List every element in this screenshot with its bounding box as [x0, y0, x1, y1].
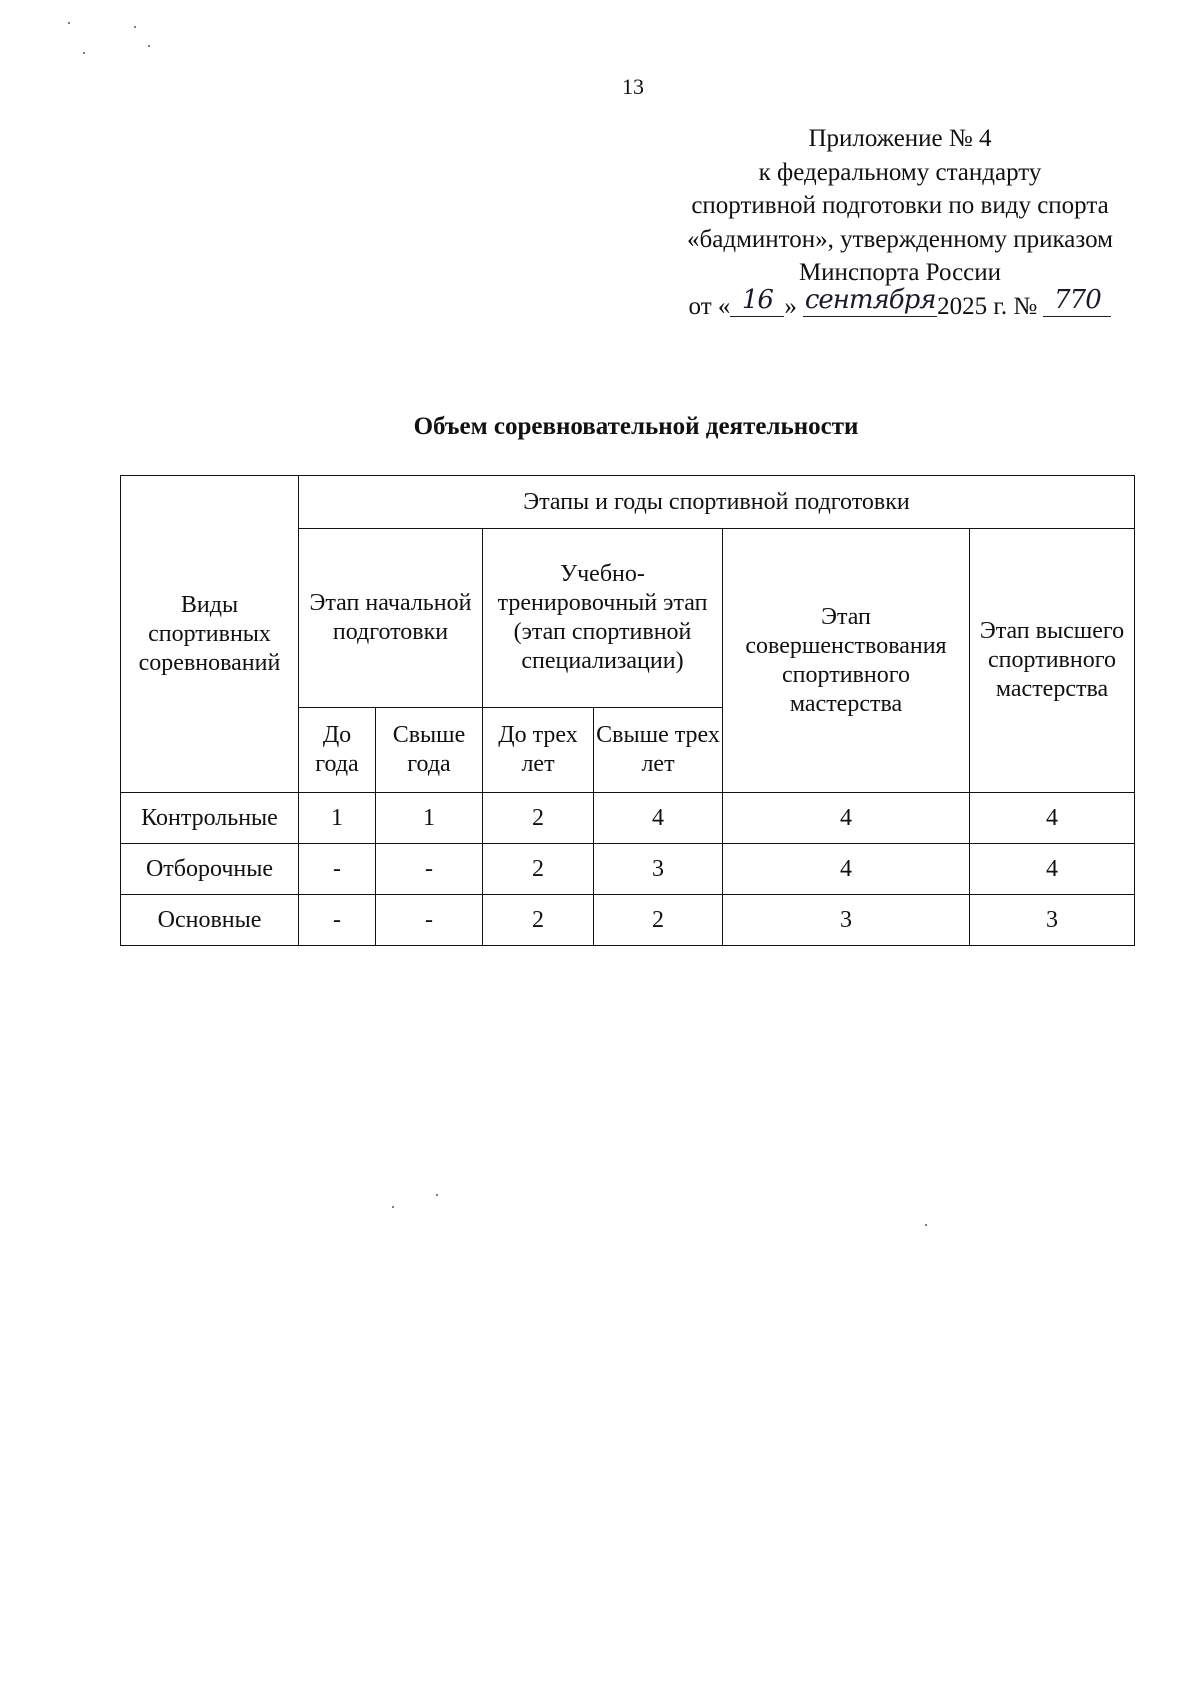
- month-handwritten: сентября: [804, 284, 936, 315]
- order-number-handwritten: 770: [1054, 284, 1101, 315]
- stage-training: Учебно-тренировочный этап (этап спортивной специализации): [483, 529, 723, 708]
- date-mid: »: [784, 292, 797, 320]
- year-up-to-three: До трех лет: [483, 708, 594, 793]
- stage-higher-mastery: Этап высшего спортивного мастерства: [970, 529, 1135, 793]
- order-date-line: [650, 284, 1150, 324]
- competition-volume-table: [120, 475, 1135, 946]
- cell-value: 3: [970, 895, 1135, 946]
- stage-initial: Этап начальной подготовки: [299, 529, 483, 708]
- scan-speck: [925, 1224, 927, 1226]
- cell-value: -: [299, 895, 376, 946]
- cell-value: 3: [594, 844, 723, 895]
- cell-value: 3: [723, 895, 970, 946]
- cell-value: -: [299, 844, 376, 895]
- scan-speck: [83, 52, 85, 54]
- row-kind: Контрольные: [121, 793, 299, 844]
- scan-speck: [68, 22, 70, 24]
- scan-speck: [392, 1206, 394, 1208]
- appendix-line-3: спортивной подготовки по виду спорта: [691, 192, 1109, 219]
- appendix-line-5: Минспорта России: [798, 259, 1002, 286]
- cell-value: 4: [594, 793, 723, 844]
- document-title: Объем соревновательной деятельности: [413, 413, 859, 440]
- scan-speck: [436, 1194, 438, 1196]
- cell-value: -: [376, 844, 483, 895]
- row-kind: Основные: [121, 895, 299, 946]
- row-kind: Отборочные: [121, 844, 299, 895]
- cell-value: 2: [483, 793, 594, 844]
- date-prefix: от «: [688, 292, 731, 320]
- cell-value: 1: [376, 793, 483, 844]
- appendix-line-2: к федеральному стандарту: [758, 158, 1042, 186]
- col-kind-header: Виды спортивных соревнований: [121, 476, 299, 793]
- appendix-block: [650, 122, 1150, 323]
- stages-header: Этапы и годы спортивной подготовки: [299, 476, 1135, 529]
- table-row: [121, 793, 1135, 844]
- cell-value: 2: [483, 895, 594, 946]
- scan-speck: [134, 26, 136, 28]
- cell-value: 1: [299, 793, 376, 844]
- year-up-to-one: До года: [299, 708, 376, 793]
- cell-value: 4: [970, 844, 1135, 895]
- year-text: 2025 г. №: [937, 292, 1038, 320]
- day-field: [730, 284, 784, 317]
- appendix-line-1: Приложение № 4: [808, 125, 992, 152]
- cell-value: -: [376, 895, 483, 946]
- cell-value: 2: [594, 895, 723, 946]
- cell-value: 2: [483, 844, 594, 895]
- day-handwritten: 16: [741, 284, 773, 315]
- year-over-three: Свыше трех лет: [594, 708, 723, 793]
- month-field: [803, 284, 937, 317]
- appendix-line-4: «бадминтон», утвержденному приказом: [687, 225, 1113, 253]
- cell-value: 4: [723, 844, 970, 895]
- scan-speck: [148, 45, 150, 47]
- table-row: [121, 844, 1135, 895]
- table-row: [121, 895, 1135, 946]
- order-number-field: [1043, 284, 1111, 317]
- stage-improvement: Этап совершенствования спортивного мастерства: [723, 529, 970, 793]
- table-header-row: [121, 476, 1135, 529]
- cell-value: 4: [970, 793, 1135, 844]
- year-over-one: Свыше года: [376, 708, 483, 793]
- page-number: 13: [622, 74, 644, 99]
- cell-value: 4: [723, 793, 970, 844]
